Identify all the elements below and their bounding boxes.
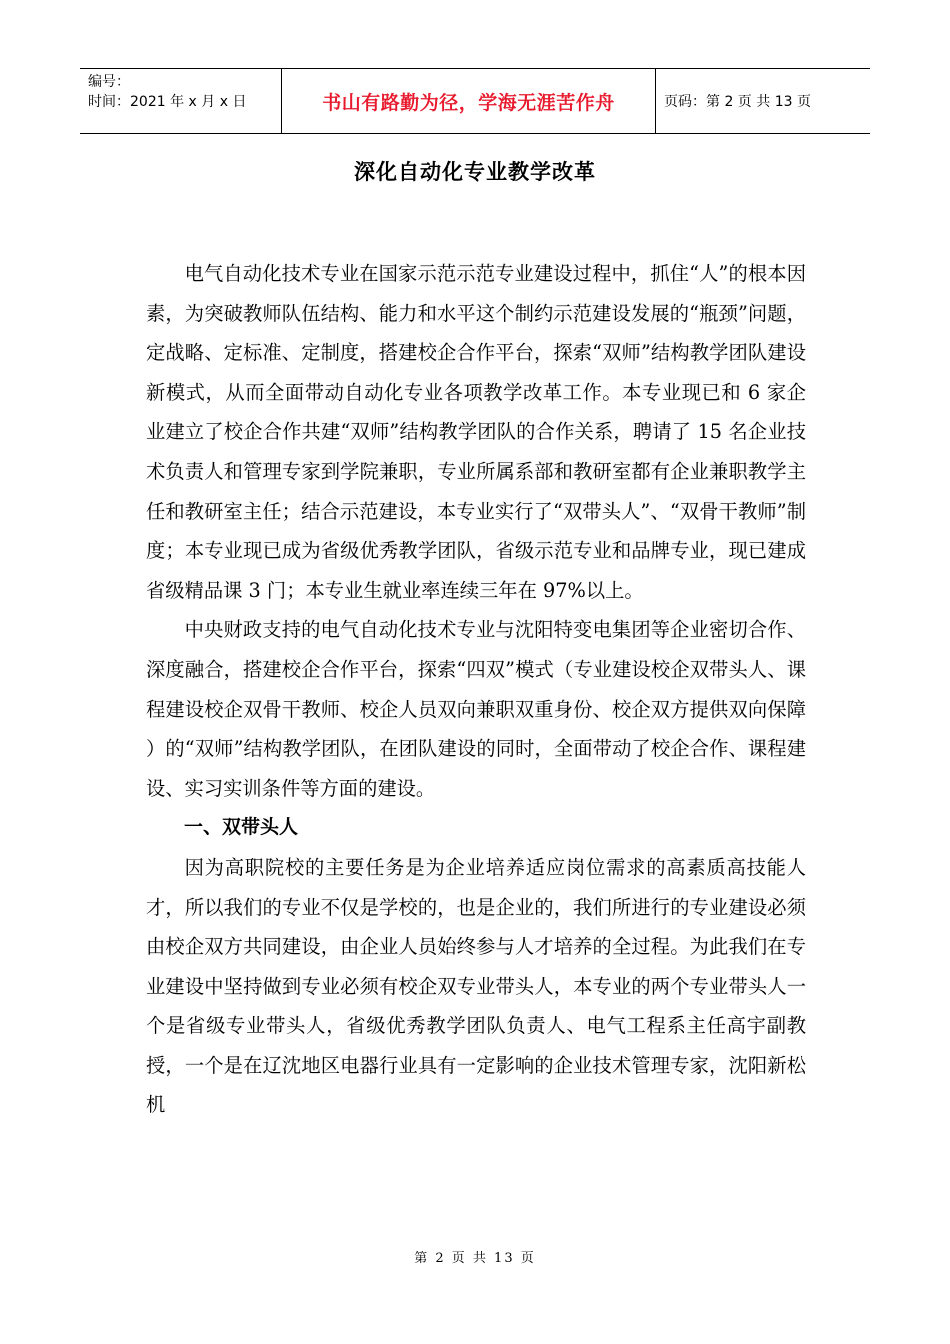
document-title: 深化自动化专业教学改革 (354, 160, 596, 184)
document-date-label: 时间：2021 年 x 月 x 日 (88, 94, 247, 110)
document-body (146, 254, 806, 1125)
body-paragraph: 因为高职院校的主要任务是为企业培养适应岗位需求的高素质高技能人才，所以我们的专业不仅是学校的，也是企业的，我们所进行的专业建设必须由校企双方共同建设，由企业人员始终参与人才培养的全过程。为此我们在专业建设中坚持做到专业必须有校企双专业带头人，本专业的两个专业带头人一个是省级专业带头人，省级优秀教学团队负责人、电气工程系主任高宇副教授，一个是在辽沈地区电器行业具有一定影响的企业技术管理专家，沈阳新松机 (146, 855, 806, 1117)
section-heading: 一、双带头人 (184, 816, 299, 839)
header-motto-cell (281, 69, 656, 133)
header-meta-cell (80, 69, 281, 133)
body-paragraph: 中央财政支持的电气自动化技术专业与沈阳特变电集团等企业密切合作、深度融合，搭建校企合作平台，探索“四双”模式（专业建设校企双带头人、课程建设校企双骨干教师、校企人员双向兼职双重身份、校企双方提供双向保障 ）的“双师”结构教学团队，在团队建设的同时，全面带动了校企合作、课程建设、实习实训条件等方面的建设。 (146, 618, 806, 800)
page-header (80, 68, 870, 134)
document-number-label: 编号： (88, 74, 130, 90)
header-page-cell (656, 69, 870, 133)
body-paragraph: 电气自动化技术专业在国家示范示范专业建设过程中，抓住“人”的根本因素，为突破教师队伍结构、能力和水平这个制约示范建设发展的“瓶颈”问题，定战略、定标准、定制度，搭建校企合作平台，探索“双师”结构教学团队建设新模式，从而全面带动自动化专业各项教学改革工作。本专业现已和 6 家企业建立了校企合作共建“双师”结构教学团队的合作关系，聘请了 15 名企业技术负责人和管理专家到学院兼职，专业所属系部和教研室都有企业兼职教学主任和教研室主任；结合示范建设，本专业实行了“双带头人”、“双骨干教师”制度；本专业现已成为省级优秀教学团队，省级示范专业和品牌专业，现已建成省级精品课 3 门；本专业生就业率连续三年在 97%以上。 (146, 262, 806, 602)
page-footer: 第 2 页 共 13 页 (414, 1251, 536, 1266)
header-page-number: 页码：第 2 页 共 13 页 (664, 94, 811, 110)
header-motto: 书山有路勤为径，学海无涯苦作舟 (322, 91, 615, 114)
